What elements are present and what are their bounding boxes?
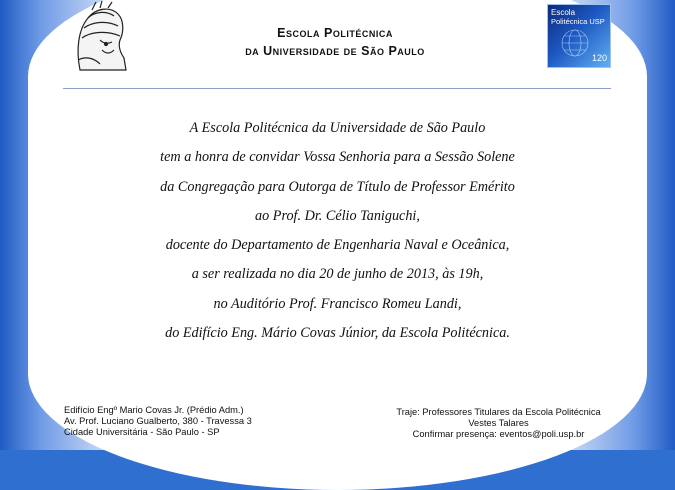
school-name-line2: da Universidade de São Paulo — [245, 44, 425, 58]
rsvp-line: Confirmar presença: eventos@poli.usp.br — [412, 429, 585, 439]
dress-code-line: Traje: Professores Titulares da Escola Politécnica — [396, 407, 601, 417]
address-line: Av. Prof. Luciano Gualberto, 380 - Travessa 3 — [64, 416, 252, 426]
poli-usp-120-logo — [547, 4, 611, 68]
address-line: Cidade Universitária - São Paulo - SP — [64, 427, 220, 437]
invitation-line: A Escola Politécnica da Universidade de São Paulo — [189, 120, 486, 136]
invitation-line: docente do Departamento de Engenharia Naval e Oceânica, — [165, 237, 510, 254]
invitation-line: do Edifício Eng. Mário Covas Júnior, da Escola Politécnica. — [165, 325, 510, 342]
dress-code-rsvp — [370, 407, 627, 440]
invitation-text — [60, 114, 615, 348]
dress-code-line: Vestes Talares — [468, 418, 529, 428]
engineering-crest-icon — [66, 0, 130, 74]
school-name-line1: Escola Politécnica — [277, 26, 393, 40]
invitation-line: ao Prof. Dr. Célio Taniguchi, — [255, 207, 420, 224]
invitation-line: no Auditório Prof. Francisco Romeu Landi, — [213, 295, 462, 312]
invitation-line: da Congregação para Outorga de Título de Professor Emérito — [160, 178, 515, 195]
school-name — [180, 24, 490, 60]
logo-line1: Escola — [551, 8, 576, 17]
logo-line2: Politécnica USP — [551, 17, 605, 26]
invitation-line: tem a honra de convidar Vossa Senhoria para a Sessão Solene — [160, 149, 515, 166]
invitation-line: a ser realizada no dia 20 de junho de 2013, às 19h, — [191, 266, 484, 283]
venue-address — [64, 405, 252, 438]
address-line: Edifício Engº Mario Covas Jr. (Prédio Adm.) — [64, 405, 244, 415]
logo-number: 120 — [591, 53, 607, 63]
header-divider — [63, 88, 611, 89]
globe-icon — [558, 27, 592, 59]
